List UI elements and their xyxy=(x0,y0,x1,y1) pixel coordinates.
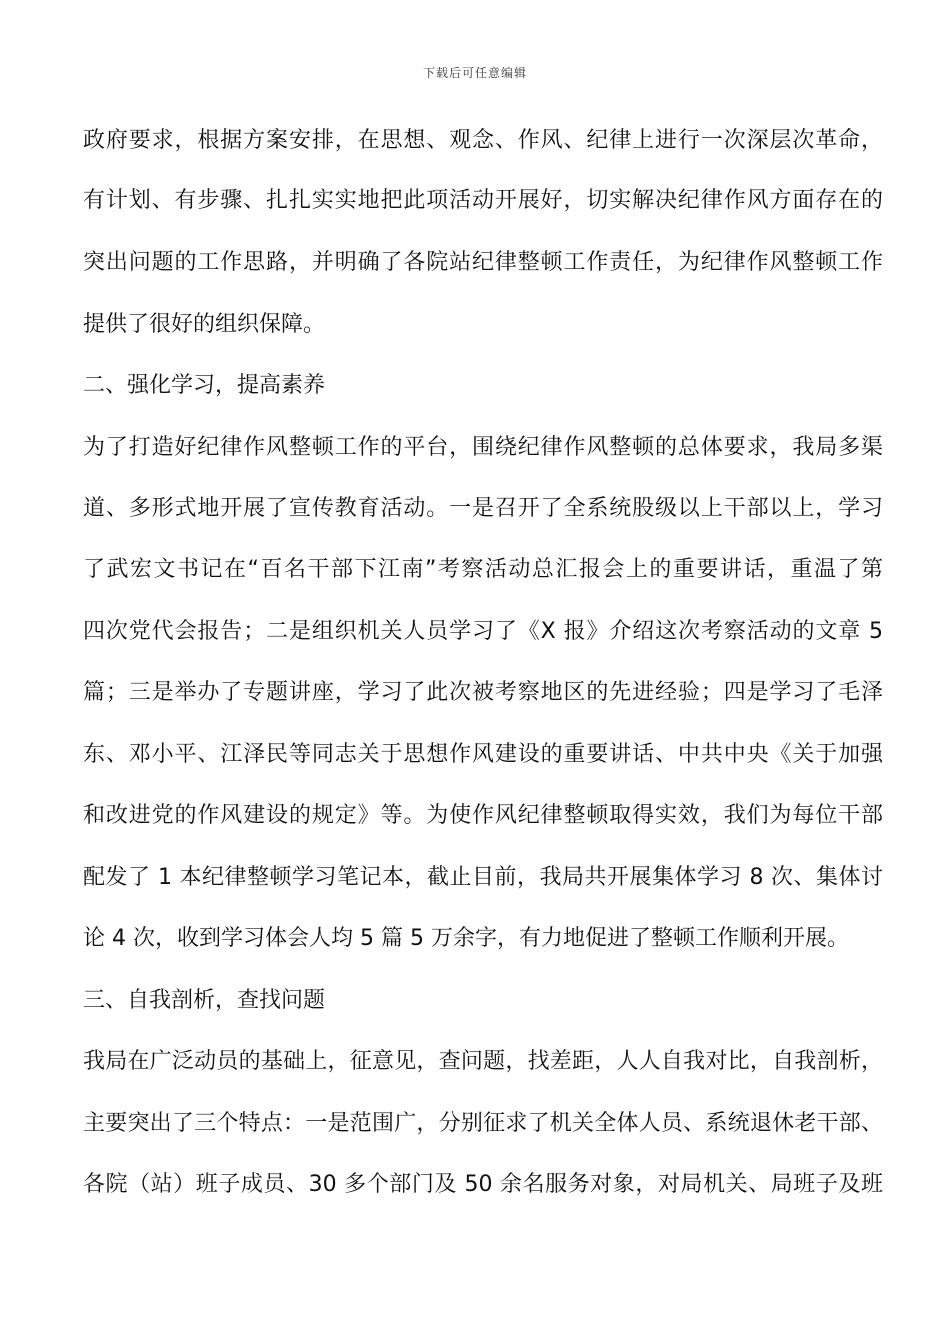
text-line: 论 4 次，收到学习体会人均 5 篇 5 万余字，有力地促进了整顿工作顺利开展。 xyxy=(83,926,849,951)
text-line: 道、多形式地开展了宣传教育活动。一是召开了全系统股级以上干部以上，学习 xyxy=(83,496,883,521)
section-heading: 二、强化学习，提高素养 xyxy=(83,373,326,398)
text-line: 和改进党的作风建设的规定》等。为使作风纪律整顿取得实效，我们为每位干部 xyxy=(83,803,883,828)
text-line: 提供了很好的组织保障。 xyxy=(83,312,326,337)
text-line: 了武宏文书记在“百名干部下江南”考察活动总汇报会上的重要讲话，重温了第 xyxy=(83,557,883,582)
text-line: 各院（站）班子成员、30 多个部门及 50 余名服务对象，对局机关、局班子及班 xyxy=(83,1172,883,1197)
text-line: 篇；三是举办了专题讲座，学习了此次被考察地区的先进经验；四是学习了毛泽 xyxy=(83,680,883,705)
text-line: 四次党代会报告；二是组织机关人员学习了《X 报》介绍这次考察活动的文章 5 xyxy=(83,619,883,644)
text-line: 政府要求，根据方案安排，在思想、观念、作风、纪律上进行一次深层次革命， xyxy=(83,128,883,153)
page-header: 下载后可任意编辑 xyxy=(422,66,527,80)
text-line: 突出问题的工作思路，并明确了各院站纪律整顿工作责任，为纪律作风整顿工作 xyxy=(83,250,883,275)
text-line: 配发了 1 本纪律整顿学习笔记本，截止目前，我局共开展集体学习 8 次、集体讨 xyxy=(83,865,883,890)
text-line: 有计划、有步骤、扎扎实实地把此项活动开展好，切实解决纪律作风方面存在的 xyxy=(83,188,883,213)
text-line: 东、邓小平、江泽民等同志关于思想作风建设的重要讲话、中共中央《关于加强 xyxy=(83,742,883,767)
text-line: 我局在广泛动员的基础上，征意见，查问题，找差距，人人自我对比，自我剖析， xyxy=(83,1049,883,1074)
text-line: 为了打造好纪律作风整顿工作的平台，围绕纪律作风整顿的总体要求，我局多渠 xyxy=(83,435,883,460)
text-line: 主要突出了三个特点：一是范围广，分别征求了机关全体人员、系统退休老干部、 xyxy=(83,1111,883,1136)
section-heading: 三、自我剖析，查找问题 xyxy=(83,988,326,1013)
